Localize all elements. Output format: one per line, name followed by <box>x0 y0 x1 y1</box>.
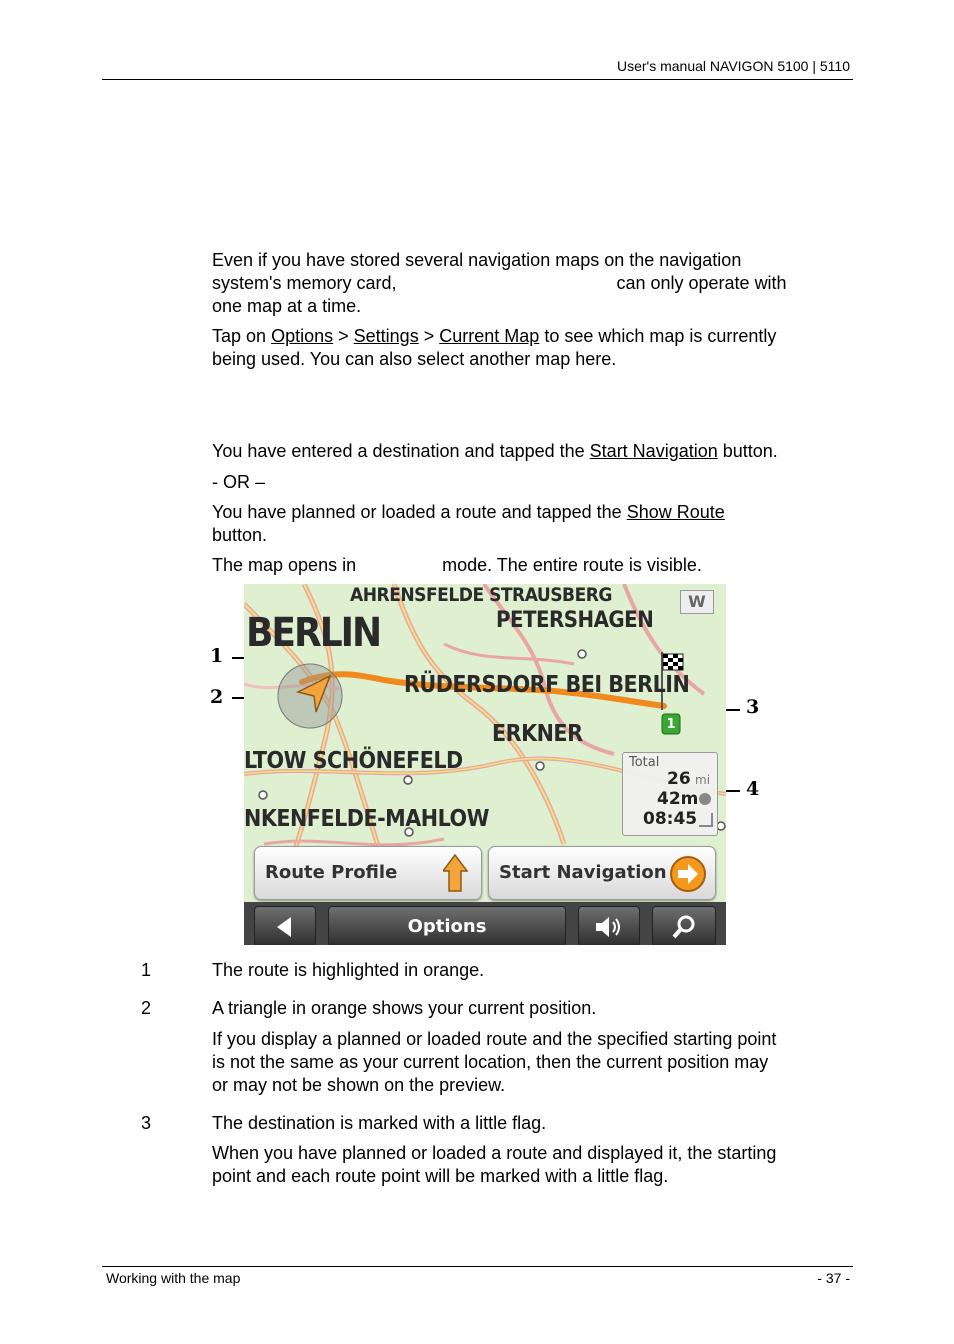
start-navigation-link[interactable]: Start Navigation <box>589 441 718 461</box>
options-button[interactable]: Options <box>328 906 566 945</box>
label-blankenfelde: NKENFELDE-MAHLOW <box>244 806 489 832</box>
label-berlin: BERLIN <box>246 610 381 656</box>
route-preview-screenshot <box>244 584 726 945</box>
current-map-paragraph <box>212 325 852 371</box>
legend-note: or may not be shown on the preview. <box>212 1075 506 1095</box>
header-rule <box>102 79 853 80</box>
route-total-box <box>622 752 718 836</box>
arrival-flag-icon <box>699 813 713 827</box>
start-navigation-button[interactable]: Start Navigation <box>488 846 716 900</box>
text-line: system's memory card, can only operate with <box>212 273 787 293</box>
clock-icon <box>699 793 711 805</box>
legend-note: point and each route point will be marked with a little flag. <box>212 1166 669 1186</box>
current-map-link[interactable]: Current Map <box>439 326 540 346</box>
text-line: Even if you have stored several navigation maps on the navigation <box>212 250 742 270</box>
total-arrival: 08:45 <box>643 809 698 829</box>
destination-flag-number: 1 <box>666 717 676 732</box>
legend-note: is not the same as your current location, then the current position may <box>212 1052 769 1072</box>
legend-note: If you display a planned or loaded route and the specified starting point <box>212 1029 777 1049</box>
search-icon <box>672 915 696 939</box>
options-link[interactable]: Options <box>271 326 334 346</box>
label-erkner: ERKNER <box>492 721 583 747</box>
text-line: being used. You can also select another map here. <box>212 349 617 369</box>
intro-paragraph <box>212 249 852 318</box>
label-petershagen: PETERSHAGEN <box>496 608 654 633</box>
map-opens-paragraph: The map opens in mode. The entire route is visible. <box>212 555 702 575</box>
route-profile-button[interactable]: Route Profile <box>254 846 482 900</box>
section-title: Working with the map <box>106 1270 241 1286</box>
route-profile-icon <box>443 853 473 893</box>
back-button[interactable] <box>254 906 316 945</box>
or-separator: - OR – <box>212 472 266 492</box>
show-route-link[interactable]: Show Route <box>626 502 725 522</box>
manual-title: User's manual NAVIGON 5100 | 5110 <box>616 58 850 74</box>
show-route-paragraph: You have planned or loaded a route and tapped the Show Route button. <box>212 502 725 545</box>
search-button[interactable] <box>652 906 716 945</box>
total-label: Total <box>629 755 660 770</box>
legend-note: When you have planned or loaded a route and displayed it, the starting <box>212 1143 777 1163</box>
footer-rule <box>102 1266 853 1267</box>
back-arrow-icon <box>277 917 293 937</box>
label-ahrensfelde: AHRENSFELDE STRAUSBERG <box>350 584 612 606</box>
label-schoenefeld: LTOW SCHÖNEFELD <box>244 748 463 774</box>
settings-link[interactable]: Settings <box>353 326 419 346</box>
total-distance: 26 <box>667 769 691 789</box>
text-line: Tap on Options > Settings > Current Map to see which map is currently <box>212 326 777 346</box>
start-nav-paragraph: You have entered a destination and tapped the Start Navigation button. <box>212 441 778 461</box>
volume-button[interactable] <box>578 906 640 945</box>
total-unit: mi <box>695 773 711 787</box>
text-line: one map at a time. <box>212 296 362 316</box>
arrow-right-icon <box>669 855 707 893</box>
page-number: - 37 - <box>817 1270 850 1286</box>
label-ruedersdorf: RÜDERSDORF BEI BERLIN <box>404 672 690 698</box>
total-duration: 42m <box>657 789 699 809</box>
speaker-icon <box>594 916 624 938</box>
compass-badge[interactable]: W <box>680 590 714 614</box>
